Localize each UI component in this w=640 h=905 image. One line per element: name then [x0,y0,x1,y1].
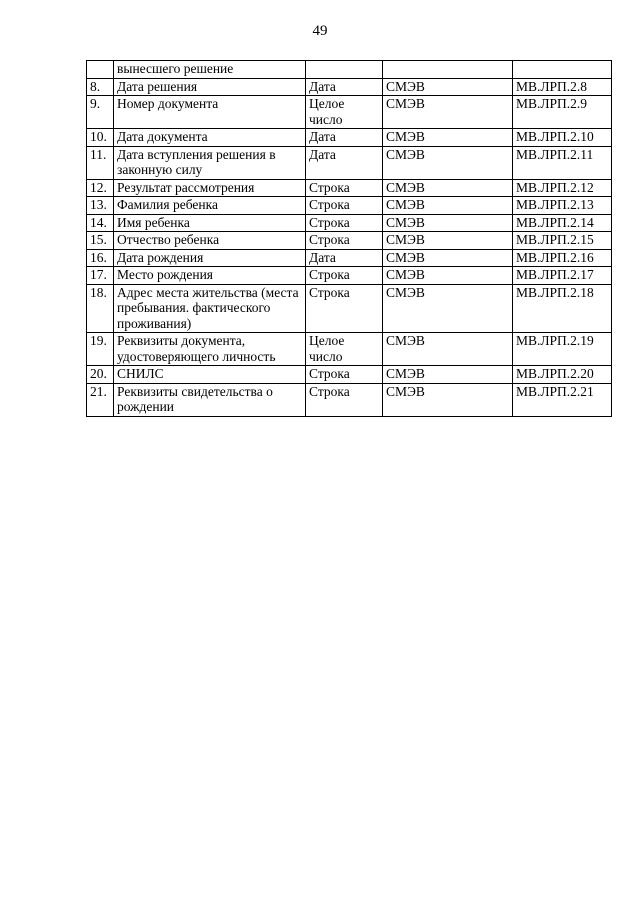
field-name-cell: СНИЛС [114,366,306,384]
source-cell: СМЭВ [383,267,513,285]
field-code-cell [513,61,612,79]
table-row [87,249,612,267]
source-cell: СМЭВ [383,214,513,232]
field-name-cell: Реквизиты документа, удостоверяющего личность [114,333,306,366]
source-cell: СМЭВ [383,366,513,384]
data-table [86,60,612,417]
row-number-cell: 9. [87,96,114,129]
table-row [87,232,612,250]
field-code-cell: МВ.ЛРП.2.12 [513,179,612,197]
table-row [87,333,612,366]
field-type-cell: Строка [306,383,383,416]
source-cell: СМЭВ [383,249,513,267]
table-row [87,146,612,179]
field-code-cell: МВ.ЛРП.2.20 [513,366,612,384]
field-code-cell: МВ.ЛРП.2.15 [513,232,612,250]
field-type-cell: Дата [306,146,383,179]
table-row [87,366,612,384]
field-type-cell [306,61,383,79]
field-type-cell: Строка [306,267,383,285]
field-code-cell: МВ.ЛРП.2.14 [513,214,612,232]
source-cell [383,61,513,79]
field-type-cell: Строка [306,179,383,197]
table-row [87,267,612,285]
field-name-cell: Номер документа [114,96,306,129]
field-type-cell: Строка [306,214,383,232]
table-row [87,61,612,79]
field-code-cell: МВ.ЛРП.2.16 [513,249,612,267]
field-name-cell: Имя ребенка [114,214,306,232]
row-number-cell: 18. [87,284,114,333]
source-cell: СМЭВ [383,284,513,333]
field-name-cell: Дата решения [114,78,306,96]
table-row [87,179,612,197]
field-name-cell: Дата документа [114,129,306,147]
row-number-cell: 12. [87,179,114,197]
page-number: 49 [312,23,328,39]
field-type-cell: Строка [306,232,383,250]
field-name-cell: Место рождения [114,267,306,285]
source-cell: СМЭВ [383,78,513,96]
field-code-cell: МВ.ЛРП.2.13 [513,197,612,215]
field-name-cell: Реквизиты свидетельства о рождении [114,383,306,416]
field-name-cell: Дата вступления решения в законную силу [114,146,306,179]
row-number-cell: 17. [87,267,114,285]
field-code-cell: МВ.ЛРП.2.17 [513,267,612,285]
row-number-cell: 15. [87,232,114,250]
field-type-cell: Строка [306,197,383,215]
source-cell: СМЭВ [383,146,513,179]
field-name-cell: Дата рождения [114,249,306,267]
field-name-cell: Результат рассмотрения [114,179,306,197]
table-body [87,61,612,417]
source-cell: СМЭВ [383,232,513,250]
field-name-cell: Фамилия ребенка [114,197,306,215]
field-code-cell: МВ.ЛРП.2.19 [513,333,612,366]
field-code-cell: МВ.ЛРП.2.8 [513,78,612,96]
field-code-cell: МВ.ЛРП.2.10 [513,129,612,147]
table-row [87,284,612,333]
table-row [87,96,612,129]
row-number-cell: 16. [87,249,114,267]
row-number-cell [87,61,114,79]
field-type-cell: Дата [306,249,383,267]
field-code-cell: МВ.ЛРП.2.9 [513,96,612,129]
source-cell: СМЭВ [383,383,513,416]
source-cell: СМЭВ [383,129,513,147]
table-row [87,78,612,96]
row-number-cell: 10. [87,129,114,147]
field-code-cell: МВ.ЛРП.2.21 [513,383,612,416]
field-type-cell: Целое число [306,333,383,366]
table-row [87,129,612,147]
row-number-cell: 8. [87,78,114,96]
row-number-cell: 13. [87,197,114,215]
field-type-cell: Дата [306,129,383,147]
field-type-cell: Дата [306,78,383,96]
source-cell: СМЭВ [383,197,513,215]
field-name-cell: Отчество ребенка [114,232,306,250]
row-number-cell: 19. [87,333,114,366]
row-number-cell: 11. [87,146,114,179]
source-cell: СМЭВ [383,333,513,366]
field-code-cell: МВ.ЛРП.2.18 [513,284,612,333]
table-row [87,197,612,215]
field-type-cell: Строка [306,284,383,333]
table-row [87,214,612,232]
row-number-cell: 14. [87,214,114,232]
field-code-cell: МВ.ЛРП.2.11 [513,146,612,179]
field-name-cell: Адрес места жительства (места пребывания. фактического проживания) [114,284,306,333]
source-cell: СМЭВ [383,96,513,129]
row-number-cell: 20. [87,366,114,384]
field-type-cell: Целое число [306,96,383,129]
source-cell: СМЭВ [383,179,513,197]
field-type-cell: Строка [306,366,383,384]
row-number-cell: 21. [87,383,114,416]
table-row [87,383,612,416]
field-name-cell: вынесшего решение [114,61,306,79]
